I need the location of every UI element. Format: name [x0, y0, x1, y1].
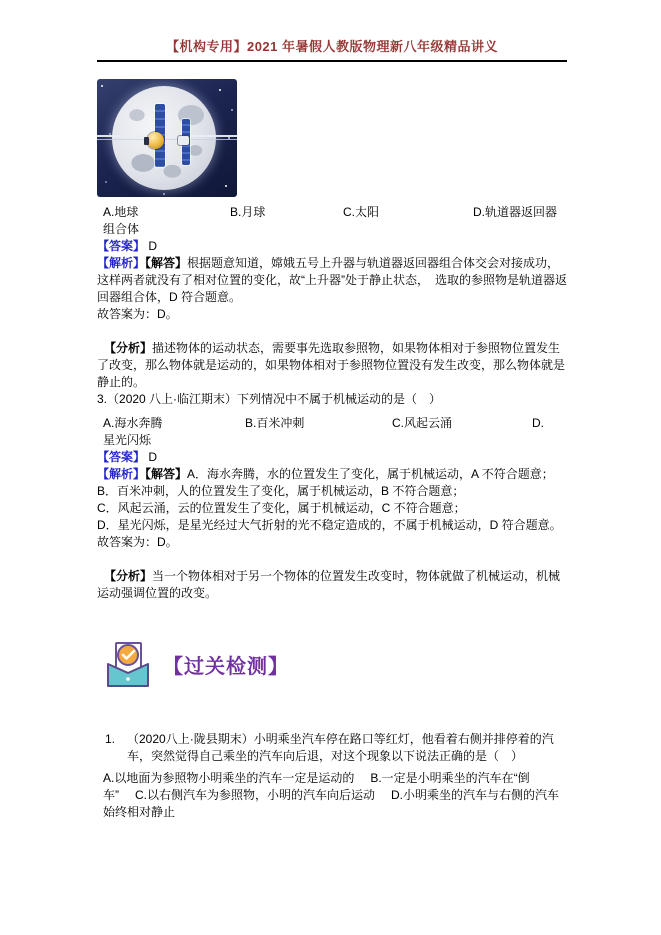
returner-capsule: [178, 136, 189, 145]
q2-conclusion: 故答案为：D。: [97, 307, 178, 321]
q3-explanation-line-d: D．星光闪烁，是星光经过大气折射的光不稳定造成的，不属于机械运动，D 符合题意。: [97, 518, 562, 532]
answer-label: 【答案】: [97, 450, 146, 464]
quiz-q1-stem: （2020八上·陇县期末）小明乘坐汽车停在路口等红灯，他看着右侧并排停着的汽车，突然觉得自己乘坐的汽车向后退，对这个现象以下说法正确的是（ ）: [127, 732, 554, 763]
q2-jieda-text: 根据题意知道，嫦娥五号上升器与轨道器返回器组合体交会对接成功，这样两者就没有了相对位置的变化，故“上升器”处于静止状态， 选取的参照物是轨道器返回器组合体，D 符合题意。: [97, 256, 567, 304]
quiz-q1-option-a: A.以地面为参照物小明乘坐的汽车一定是运动的: [103, 771, 355, 785]
q2-analysis: [97, 340, 567, 391]
spacecraft-body: [144, 137, 149, 145]
q2-answer-value: D: [148, 239, 158, 253]
fenxi-label: 【分析】: [104, 569, 153, 583]
q2-option-d: D.轨道器返回器: [473, 205, 558, 219]
section-banner: [97, 640, 567, 695]
quiz-q1: [97, 731, 567, 765]
quiz-q1-option-c: C.以右侧汽车为参照物，小明的汽车向后运动: [135, 788, 376, 802]
q3-analysis: [97, 568, 567, 602]
q2-option-d-cont: 组合体: [103, 222, 140, 236]
q2-fenxi-text: 描述物体的运动状态，需要事先选取参照物，如果物体相对于参照物位置发生了改变，那么物体就是运动的，如果物体相对于参照物位置没有发生改变，那么物体就是静止的。: [97, 341, 566, 389]
spacecraft-capsule: [147, 132, 164, 149]
page-title: 【机构专用】2021 年暑假人教版物理新八年级精品讲义: [97, 0, 567, 62]
star-field: [101, 85, 103, 87]
jiexi-label: 【解析】: [97, 256, 146, 270]
spacer: [97, 551, 567, 568]
q2-option-c: C.太阳: [343, 205, 380, 219]
quiz-q1-options: [97, 770, 567, 821]
q3-option-c: C.风起云涌: [392, 416, 453, 430]
moon-spacecraft-image: [97, 79, 237, 197]
q3-explanation-line-a: [97, 466, 567, 483]
answer-label: 【答案】: [97, 239, 146, 253]
quiz-q1-option-b: B.一定是小明乘坐的汽车在“倒车”: [103, 771, 530, 802]
q3-option-d-cont: 星光闪烁: [103, 433, 152, 447]
q3-options-row: [97, 415, 567, 432]
quiz-q1-option-d: D.小明乘坐的汽车与右侧的汽车始终相对静止: [103, 788, 560, 819]
section-title: 【过关检测】: [163, 656, 289, 678]
q3-fenxi-text: 当一个物体相对于另一个物体的位置发生改变时，物体就做了机械运动，机械运动强调位置的改变。: [97, 569, 561, 600]
q3-option-b: B.百米冲刺: [245, 416, 305, 430]
q2-answer-line: [97, 238, 567, 255]
fenxi-label: 【分析】: [104, 341, 153, 355]
q2-option-a: A.地球: [103, 205, 139, 219]
q3-option-a: A.海水奔腾: [103, 416, 163, 430]
q3-jieda-line-a: A．海水奔腾，水的位置发生了变化，属于机械运动，A 不符合题意；: [187, 467, 554, 481]
spacer: [97, 323, 567, 340]
jiexi-label: 【解析】: [97, 467, 146, 481]
jieda-label: 【解答】: [145, 256, 188, 270]
solar-wing-line: [97, 135, 237, 137]
q3-stem-line: [97, 391, 567, 408]
q3-answer-value: D: [148, 450, 158, 464]
envelope-check-icon: [105, 640, 151, 695]
q3-stem: （2020 八上·临江期末）下列情况中不属于机械运动的是（ ）: [107, 392, 442, 406]
q3-option-d: D.: [532, 416, 544, 430]
solar-wing-line-2: [97, 139, 237, 140]
q2-explanation: [97, 255, 567, 306]
q3-number: 3.: [97, 392, 108, 406]
jieda-label: 【解答】: [145, 467, 188, 481]
q3-answer-line: [97, 449, 567, 466]
q2-option-b: B.月球: [230, 205, 266, 219]
q2-options-row: [97, 204, 567, 221]
q3-explanation-line-b: B．百米冲刺，人的位置发生了变化，属于机械运动，B 不符合题意；: [97, 484, 465, 498]
q3-conclusion: 故答案为：D。: [97, 535, 178, 549]
q3-explanation-line-c: C．风起云涌，云的位置发生了变化，属于机械运动，C 不符合题意；: [97, 501, 466, 515]
quiz-q1-number: 1.: [105, 732, 116, 746]
